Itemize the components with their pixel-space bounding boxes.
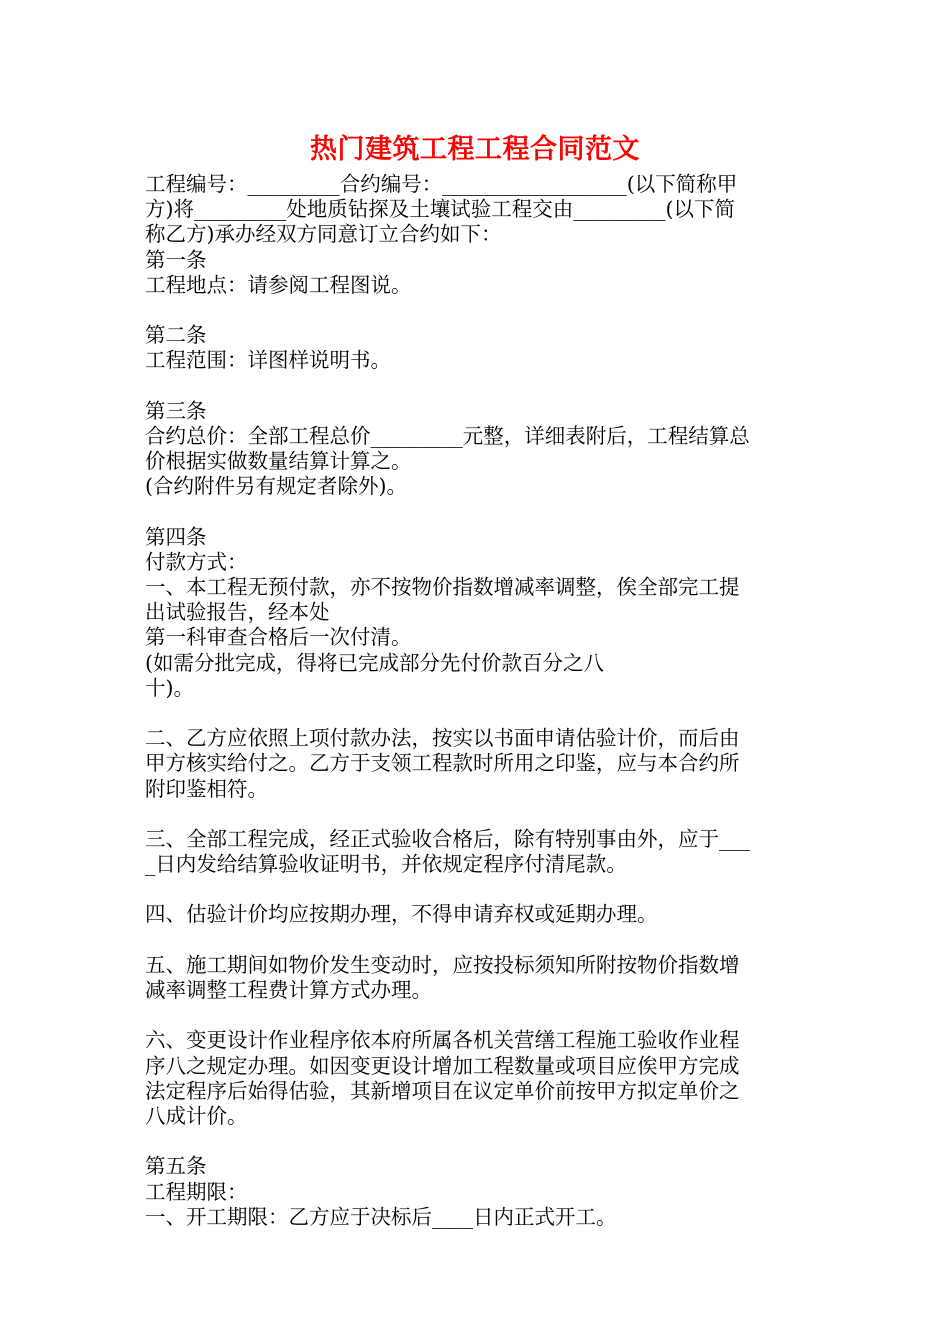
paragraph-line: 二、乙方应依照上项付款办法，按实以书面申请估验计价，而后由: [145, 726, 740, 751]
blank-line: [145, 1129, 810, 1154]
paragraph-line: 一、开工期限：乙方应于决标后____日内正式开工。: [145, 1204, 617, 1229]
blank-line: [145, 928, 810, 953]
paragraph-line: 六、变更设计作业程序依本府所属各机关营缮工程施工验收作业程: [145, 1028, 740, 1053]
paragraph-line: 称乙方)承办经双方同意订立合约如下：: [145, 222, 502, 247]
blank-line: [145, 374, 810, 399]
article-heading: 第五条: [145, 1154, 207, 1179]
paragraph-line: 减率调整工程费计算方式办理。: [145, 978, 432, 1002]
paragraph-line: 十)。: [145, 675, 194, 700]
document-body: [145, 172, 810, 1230]
paragraph-line: 法定程序后始得估验，其新增项目在议定单价前按甲方拟定单价之: [145, 1078, 740, 1103]
paragraph-line: 价根据实做数量结算计算之。: [145, 449, 412, 474]
article-heading: 第四条: [145, 524, 207, 549]
paragraph-line: 工程范围：详图样说明书。: [145, 348, 391, 373]
blank-line: [145, 499, 810, 524]
article-heading: 第一条: [145, 247, 207, 272]
paragraph-line: 第一科审查合格后一次付清。: [145, 625, 412, 650]
blank-line: [145, 701, 810, 726]
paragraph-line: 四、估验计价均应按期办理，不得申请弃权或延期办理。: [145, 902, 658, 927]
paragraph-line: _日内发给结算验收证明书，并依规定程序付清尾款。: [145, 852, 627, 877]
blank-line: [145, 877, 810, 902]
paragraph-line: 工程编号：_________合约编号：__________________(以下简称甲: [145, 172, 738, 196]
paragraph-line: 方)将_________处地质钻探及土壤试验工程交由_________(以下简: [145, 197, 735, 222]
article-heading: 第二条: [145, 323, 207, 348]
paragraph-line: 一、本工程无预付款，亦不按物价指数增减率调整，俟全部完工提: [145, 575, 740, 599]
paragraph-line: 五、施工期间如物价发生变动时，应按投标须知所附按物价指数增: [145, 952, 740, 977]
paragraph-line: 三、全部工程完成，经正式验收合格后，除有特别事由外，应于___: [145, 826, 750, 851]
paragraph-line: 八成计价。: [145, 1103, 248, 1128]
paragraph-line: 工程地点：请参阅工程图说。: [145, 272, 412, 297]
paragraph-line: 付款方式：: [145, 549, 248, 574]
paragraph-line: 序八之规定办理。如因变更设计增加工程数量或项目应俟甲方完成: [145, 1053, 740, 1078]
blank-line: [145, 1003, 810, 1028]
paragraph-line: (如需分批完成，得将已完成部分先付价款百分之八: [145, 650, 604, 675]
blank-line: [145, 298, 810, 323]
paragraph-line: (合约附件另有规定者除外)。: [145, 474, 407, 499]
blank-line: [145, 802, 810, 827]
article-heading: 第三条: [145, 398, 207, 423]
paragraph-line: 出试验报告，经本处: [145, 600, 330, 625]
paragraph-line: 甲方核实给付之。乙方于支领工程款时所用之印鉴，应与本合约所: [145, 751, 740, 776]
paragraph-line: 工程期限：: [145, 1179, 248, 1204]
document-title: 热门建筑工程工程合同范文: [310, 134, 640, 165]
paragraph-line: 附印鉴相符。: [145, 776, 268, 801]
paragraph-line: 合约总价：全部工程总价_________元整，详细表附后，工程结算总: [145, 423, 750, 448]
